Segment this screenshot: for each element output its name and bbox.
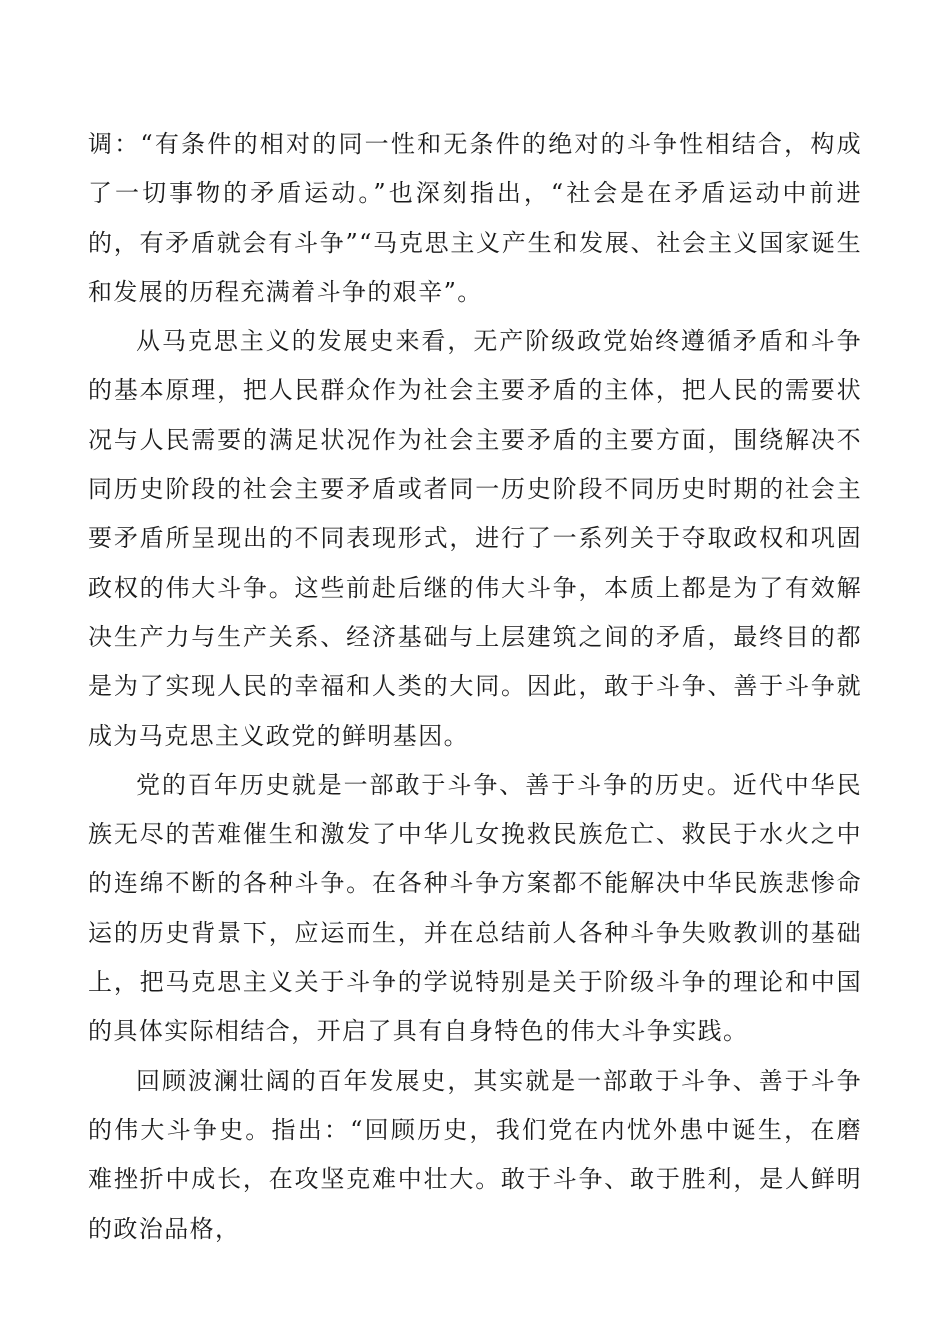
paragraph-continuation: 调：“有条件的相对的同一性和无条件的绝对的斗争性相结合，构成了一切事物的矛盾运动。”也深刻指出，“社会是在矛盾运动中前进的，有矛盾就会有斗争”“马克思主义产生和发展、社会主义国家诞生和发展的历程充满着斗争的艰辛”。 (88, 130, 862, 306)
paragraph-review-history: 回顾波澜壮阔的百年发展史，其实就是一部敢于斗争、善于斗争的伟大斗争史。指出：“回顾历史，我们党在内忧外患中诞生，在磨难挫折中成长，在攻坚克难中壮大。敢于斗争、敢于胜利，是人鲜明的政治品格， (88, 1066, 862, 1243)
paragraph-marxism-history: 从马克思主义的发展史来看，无产阶级政党始终遵循矛盾和斗争的基本原理，把人民群众作为社会主要矛盾的主体，把人民的需要状况与人民需要的满足状况作为社会主要矛盾的主要方面，围绕解决不同历史阶段的社会主要矛盾或者同一历史阶段不同历史时期的社会主要矛盾所呈现出的不同表现形式，进行了一系列关于夺取政权和巩固政权的伟大斗争。这些前赴后继的伟大斗争，本质上都是为了有效解决生产力与生产关系、经济基础与上层建筑之间的矛盾，最终目的都是为了实现人民的幸福和人类的大同。因此，敢于斗争、善于斗争就成为马克思主义政党的鲜明基因。 (88, 327, 862, 750)
paragraph-party-history: 党的百年历史就是一部敢于斗争、善于斗争的历史。近代中华民族无尽的苦难催生和激发了中华儿女挽救民族危亡、救民于水火之中的连绵不断的各种斗争。在各种斗争方案都不能解决中华民族悲惨命运的历史背景下，应运而生，并在总结前人各种斗争失败教训的基础上，把马克思主义关于斗争的学说特别是关于阶级斗争的理论和中国的具体实际相结合，开启了具有自身特色的伟大斗争实践。 (88, 770, 862, 1046)
document-body (88, 120, 862, 1254)
